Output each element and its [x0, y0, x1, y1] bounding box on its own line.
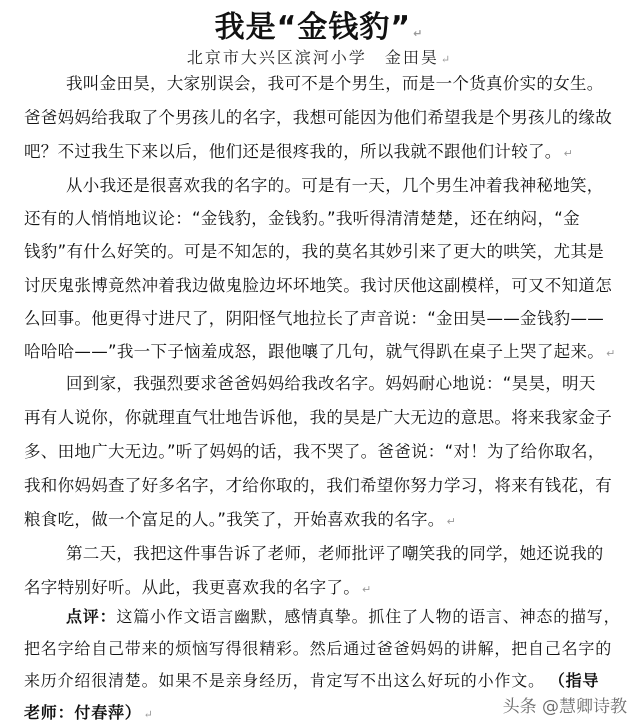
line-text: 多、田地广大无边。”听了妈妈的话，我不哭了。爸爸说：“对！为了给你取名， [24, 442, 605, 461]
comment-line [24, 636, 612, 659]
paragraph-mark: ↵ [606, 347, 616, 360]
line-text: 我叫金田昊，大家别误会，我可不是个男生，而是一个货真价实的女生。 [66, 74, 604, 93]
document-title [0, 2, 637, 46]
paragraph-line [24, 205, 580, 229]
comment-line [66, 604, 620, 627]
paragraph-mark: ↵ [563, 147, 573, 160]
line-text: 粮食吃，做一个富足的人。”我笑了，开始喜欢我的名字。 [24, 510, 445, 529]
paragraph-mark: ↵ [362, 583, 372, 596]
line-text: 爸爸妈妈给我取了个男孩儿的名字，我想可能因为他们希望我是个男孩儿的缘故 [24, 108, 612, 127]
paragraph-line [24, 238, 604, 262]
paragraph-line [24, 272, 612, 296]
line-text: 第二天，我把这件事告诉了老师，老师批评了嘲笑我的同学，她还说我的 [66, 544, 604, 563]
watermark: 头条 @慧卿诗教 [502, 697, 627, 717]
paragraph-line [24, 472, 612, 496]
comment-label: 点评： [66, 607, 117, 626]
line-text: 我和你妈妈查了好多名字，才给你取的，我们希望你努力学习，将来有钱花，有 [24, 476, 612, 495]
line-text: 么回事。他更得寸进尺了，阴阳怪气地拉长了声音说：“金田昊——金钱豹—— [24, 309, 605, 328]
line-text: 从小我还是很喜欢我的名字的。可是有一天，几个男生冲着我神秘地笑， [66, 176, 604, 195]
paragraph-line [66, 70, 604, 94]
paragraph-line [24, 305, 604, 329]
paragraph-line [24, 138, 573, 162]
line-text: 再有人说你，你就理直气壮地告诉他，我的昊是广大无边的意思。将来我家金子 [24, 408, 612, 427]
paragraph-mark: ↵ [143, 708, 153, 721]
paragraph-mark: ↵ [440, 53, 451, 66]
paragraph-line [66, 370, 596, 394]
paragraph-line [66, 172, 604, 196]
paragraph-line [24, 338, 615, 362]
line-text: 名字特别好听。从此，我更喜欢我的名字了。 [24, 578, 360, 597]
line-text: 哈哈哈——”我一下子恼羞成怒，跟他嚷了几句，就气得趴在桌子上哭了起来。 [24, 342, 605, 361]
paragraph-line [24, 404, 612, 428]
paragraph-mark: ↵ [446, 515, 456, 528]
line-text: 吧？不过我生下来以后，他们还是很疼我的，所以我就不跟他们计较了。 [24, 142, 562, 161]
line-text: 讨厌鬼张博竟然冲着我边做鬼脸边坏坏地笑。我讨厌他这副模样，可又不知道怎 [24, 276, 612, 295]
line-text: 回到家，我强烈要求爸爸妈妈给我改名字。妈妈耐心地说：“昊昊，明天 [66, 374, 596, 393]
byline-text: 北京市大兴区滨河小学 金田昊 [186, 48, 439, 67]
comment-text: 来历介绍很清楚。如果不是亲身经历，肯定写不出这么好玩的小作文。 [24, 671, 545, 690]
line-text: 钱豹”有什么好笑的。可是不知怎的，我的莫名其妙引来了更大的哄笑，尤其是 [24, 242, 605, 261]
comment-line [24, 700, 153, 723]
paragraph-line [24, 438, 605, 462]
paragraph-mark: ↵ [413, 27, 423, 40]
paragraph-line [24, 506, 456, 530]
comment-label: 老师：付春萍） [24, 703, 142, 722]
comment-label: （指导 [556, 671, 600, 690]
paragraph-line [24, 574, 371, 598]
comment-text: 这篇小作文语言幽默，感情真挚。抓住了人物的语言、神态的描写， [116, 607, 621, 626]
comment-text: 把名字给自己带来的烦恼写得很精彩。然后通过爸爸妈妈的讲解，把自己名字的 [24, 639, 613, 658]
byline [0, 45, 637, 68]
title-text: 我是“金钱豹” [214, 10, 412, 45]
paragraph-line [66, 540, 604, 564]
line-text: 还有的人悄悄地议论：“金钱豹，金钱豹。”我听得清清楚楚，还在纳闷，“金 [24, 209, 580, 228]
comment-line [24, 668, 599, 691]
paragraph-line [24, 104, 612, 128]
